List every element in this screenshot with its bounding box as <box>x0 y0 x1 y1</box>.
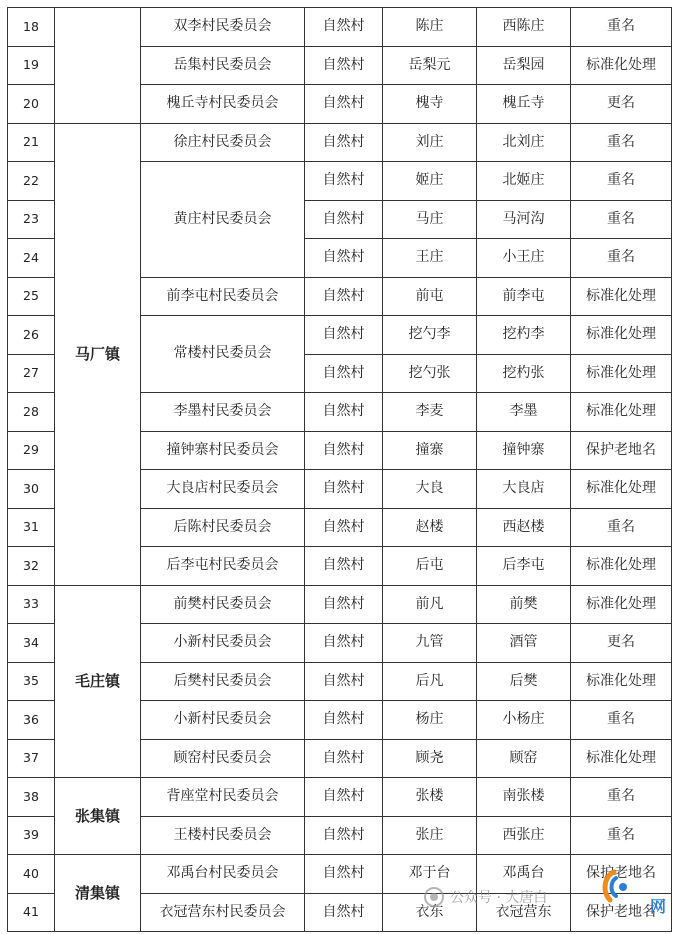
row-number: 38 <box>8 778 55 817</box>
reason-cell: 标准化处理 <box>571 739 672 778</box>
town-cell: 张集镇 <box>55 778 141 855</box>
new-name-cell: 前樊 <box>477 585 571 624</box>
type-cell: 自然村 <box>305 470 383 509</box>
old-name-cell: 后屯 <box>383 547 477 586</box>
old-name-cell: 顾尧 <box>383 739 477 778</box>
type-cell: 自然村 <box>305 662 383 701</box>
new-name-cell: 前李屯 <box>477 277 571 316</box>
table-row <box>8 855 672 894</box>
new-name-cell: 后樊 <box>477 662 571 701</box>
reason-cell: 重名 <box>571 508 672 547</box>
committee-cell: 槐丘寺村民委员会 <box>141 85 305 124</box>
committee-cell: 双李村民委员会 <box>141 8 305 47</box>
committee-cell: 前樊村民委员会 <box>141 585 305 624</box>
committee-cell: 背座堂村民委员会 <box>141 778 305 817</box>
type-cell: 自然村 <box>305 316 383 355</box>
old-name-cell: 后凡 <box>383 662 477 701</box>
new-name-cell: 槐丘寺 <box>477 85 571 124</box>
new-name-cell: 岳梨园 <box>477 46 571 85</box>
reason-cell: 标准化处理 <box>571 46 672 85</box>
old-name-cell: 衣东 <box>383 893 477 932</box>
type-cell: 自然村 <box>305 162 383 201</box>
row-number: 37 <box>8 739 55 778</box>
type-cell: 自然村 <box>305 8 383 47</box>
row-number: 21 <box>8 123 55 162</box>
old-name-cell: 前凡 <box>383 585 477 624</box>
row-number: 29 <box>8 431 55 470</box>
type-cell: 自然村 <box>305 739 383 778</box>
old-name-cell: 撞寨 <box>383 431 477 470</box>
committee-cell: 后陈村民委员会 <box>141 508 305 547</box>
committee-cell: 岳集村民委员会 <box>141 46 305 85</box>
town-cell: 马厂镇 <box>55 123 141 585</box>
reason-cell: 重名 <box>571 200 672 239</box>
row-number: 41 <box>8 893 55 932</box>
row-number: 40 <box>8 855 55 894</box>
new-name-cell: 李墨 <box>477 393 571 432</box>
row-number: 18 <box>8 8 55 47</box>
row-number: 34 <box>8 624 55 663</box>
new-name-cell: 衣冠营东 <box>477 893 571 932</box>
new-name-cell: 后李屯 <box>477 547 571 586</box>
committee-cell: 后樊村民委员会 <box>141 662 305 701</box>
old-name-cell: 挖勺李 <box>383 316 477 355</box>
reason-cell: 标准化处理 <box>571 662 672 701</box>
village-rename-table <box>7 7 672 932</box>
row-number: 23 <box>8 200 55 239</box>
committee-cell: 黄庄村民委员会 <box>141 162 305 278</box>
type-cell: 自然村 <box>305 431 383 470</box>
row-number: 39 <box>8 816 55 855</box>
new-name-cell: 小杨庄 <box>477 701 571 740</box>
row-number: 19 <box>8 46 55 85</box>
reason-cell: 标准化处理 <box>571 354 672 393</box>
committee-cell: 撞钟寨村民委员会 <box>141 431 305 470</box>
new-name-cell: 小王庄 <box>477 239 571 278</box>
new-name-cell: 北刘庄 <box>477 123 571 162</box>
reason-cell: 标准化处理 <box>571 470 672 509</box>
old-name-cell: 张庄 <box>383 816 477 855</box>
type-cell: 自然村 <box>305 85 383 124</box>
new-name-cell: 撞钟寨 <box>477 431 571 470</box>
town-cell: 毛庄镇 <box>55 585 141 778</box>
type-cell: 自然村 <box>305 393 383 432</box>
town-cell-empty <box>55 8 141 124</box>
type-cell: 自然村 <box>305 701 383 740</box>
type-cell: 自然村 <box>305 778 383 817</box>
committee-cell: 衣冠营东村民委员会 <box>141 893 305 932</box>
new-name-cell: 酒管 <box>477 624 571 663</box>
watermark-text: 公众号 · 大唐白 <box>450 890 548 906</box>
reason-cell: 标准化处理 <box>571 277 672 316</box>
committee-cell: 邓禹台村民委员会 <box>141 855 305 894</box>
type-cell: 自然村 <box>305 239 383 278</box>
reason-cell: 重名 <box>571 701 672 740</box>
committee-cell: 小新村民委员会 <box>141 701 305 740</box>
watermark <box>424 887 547 907</box>
old-name-cell: 陈庄 <box>383 8 477 47</box>
old-name-cell: 槐寺 <box>383 85 477 124</box>
reason-cell: 重名 <box>571 778 672 817</box>
committee-cell: 前李屯村民委员会 <box>141 277 305 316</box>
row-number: 22 <box>8 162 55 201</box>
row-number: 26 <box>8 316 55 355</box>
new-name-cell: 西陈庄 <box>477 8 571 47</box>
row-number: 27 <box>8 354 55 393</box>
new-name-cell: 北姬庄 <box>477 162 571 201</box>
row-number: 32 <box>8 547 55 586</box>
committee-cell: 徐庄村民委员会 <box>141 123 305 162</box>
old-name-cell: 邓于台 <box>383 855 477 894</box>
type-cell: 自然村 <box>305 277 383 316</box>
new-name-cell: 挖杓李 <box>477 316 571 355</box>
old-name-cell: 马庄 <box>383 200 477 239</box>
type-cell: 自然村 <box>305 547 383 586</box>
type-cell: 自然村 <box>305 200 383 239</box>
old-name-cell: 前屯 <box>383 277 477 316</box>
old-name-cell: 岳梨元 <box>383 46 477 85</box>
committee-cell: 李墨村民委员会 <box>141 393 305 432</box>
committee-cell: 王楼村民委员会 <box>141 816 305 855</box>
old-name-cell: 大良 <box>383 470 477 509</box>
committee-cell: 大良店村民委员会 <box>141 470 305 509</box>
new-name-cell: 马河沟 <box>477 200 571 239</box>
reason-cell: 重名 <box>571 816 672 855</box>
old-name-cell: 杨庄 <box>383 701 477 740</box>
reason-cell: 保护老地名 <box>571 431 672 470</box>
reason-cell: 标准化处理 <box>571 393 672 432</box>
type-cell: 自然村 <box>305 816 383 855</box>
table-row <box>8 585 672 624</box>
committee-cell: 顾窑村民委员会 <box>141 739 305 778</box>
old-name-cell: 刘庄 <box>383 123 477 162</box>
row-number: 24 <box>8 239 55 278</box>
row-number: 20 <box>8 85 55 124</box>
old-name-cell: 王庄 <box>383 239 477 278</box>
type-cell: 自然村 <box>305 123 383 162</box>
old-name-cell: 李麦 <box>383 393 477 432</box>
site-logo-icon <box>596 862 670 918</box>
committee-cell: 常楼村民委员会 <box>141 316 305 393</box>
row-number: 28 <box>8 393 55 432</box>
old-name-cell: 赵楼 <box>383 508 477 547</box>
reason-cell: 标准化处理 <box>571 316 672 355</box>
reason-cell: 重名 <box>571 123 672 162</box>
old-name-cell: 姬庄 <box>383 162 477 201</box>
reason-cell: 保护老地名 <box>571 893 672 932</box>
row-number: 31 <box>8 508 55 547</box>
wechat-icon <box>424 887 444 907</box>
reason-cell: 标准化处理 <box>571 547 672 586</box>
type-cell: 自然村 <box>305 354 383 393</box>
committee-cell: 后李屯村民委员会 <box>141 547 305 586</box>
type-cell: 自然村 <box>305 893 383 932</box>
reason-cell: 更名 <box>571 624 672 663</box>
row-number: 36 <box>8 701 55 740</box>
type-cell: 自然村 <box>305 46 383 85</box>
town-cell: 清集镇 <box>55 855 141 932</box>
table-row <box>8 123 672 162</box>
new-name-cell: 挖杓张 <box>477 354 571 393</box>
reason-cell: 保护老地名 <box>571 855 672 894</box>
table-row <box>8 8 672 47</box>
reason-cell: 标准化处理 <box>571 585 672 624</box>
reason-cell: 重名 <box>571 8 672 47</box>
new-name-cell: 大良店 <box>477 470 571 509</box>
reason-cell: 更名 <box>571 85 672 124</box>
committee-cell: 小新村民委员会 <box>141 624 305 663</box>
reason-cell: 重名 <box>571 239 672 278</box>
new-name-cell: 顾窑 <box>477 739 571 778</box>
logo-text: 网 <box>650 897 667 916</box>
type-cell: 自然村 <box>305 585 383 624</box>
row-number: 35 <box>8 662 55 701</box>
table-row <box>8 778 672 817</box>
type-cell: 自然村 <box>305 624 383 663</box>
new-name-cell: 邓禹台 <box>477 855 571 894</box>
old-name-cell: 挖勺张 <box>383 354 477 393</box>
reason-cell: 重名 <box>571 162 672 201</box>
new-name-cell: 西赵楼 <box>477 508 571 547</box>
new-name-cell: 西张庄 <box>477 816 571 855</box>
type-cell: 自然村 <box>305 508 383 547</box>
type-cell: 自然村 <box>305 855 383 894</box>
old-name-cell: 张楼 <box>383 778 477 817</box>
row-number: 33 <box>8 585 55 624</box>
new-name-cell: 南张楼 <box>477 778 571 817</box>
row-number: 25 <box>8 277 55 316</box>
row-number: 30 <box>8 470 55 509</box>
old-name-cell: 九管 <box>383 624 477 663</box>
